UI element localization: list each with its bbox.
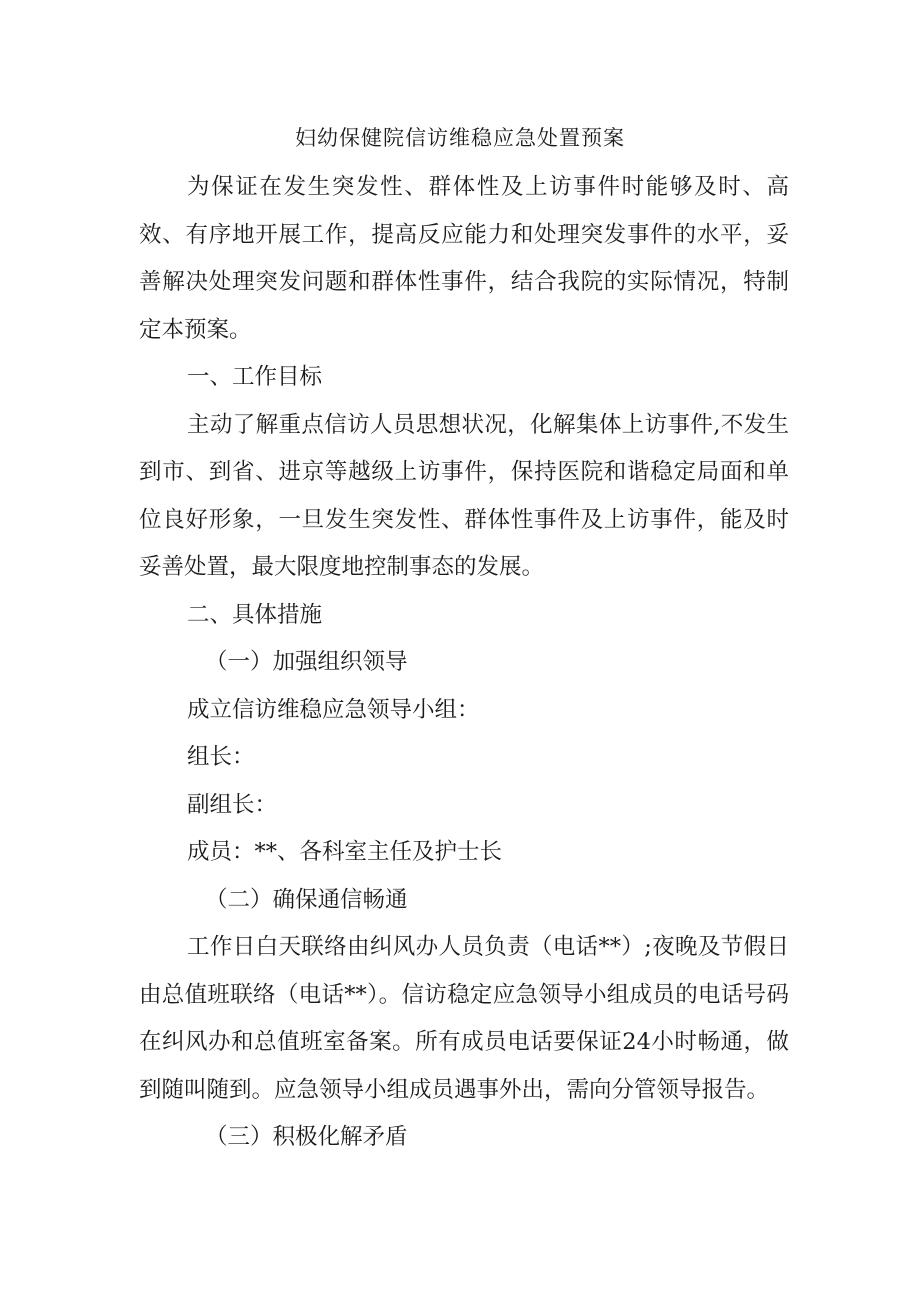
group-leader-line: 组长：: [187, 744, 255, 770]
goals-paragraph: 主动了解重点信访人员思想状况，化解集体上访事件,不发生到市、到省、进京等越级上访事件，保持医院和谐稳定局面和单位良好形象，一旦发生突发性、群体性事件及上访事件，能及时妥善处置，最大限度地控制事态的发展。: [139, 411, 789, 580]
section-heading-goals: 一、工作目标: [187, 364, 323, 390]
communication-paragraph: 工作日白天联络由纠风办人员负责（电话**）;夜晚及节假日由总值班联络（电话**）。信访稳定应急领导小组成员的电话号码在纠风办和总值班室备案。所有成员电话要保证24小时畅通，做到随叫随到。应急领导小组成员遇事外出，需向分管领导报告。: [139, 934, 789, 1103]
section-heading-measures: 二、具体措施: [187, 601, 323, 628]
leadership-group-line: 成立信访维稳应急领导小组：: [187, 696, 480, 723]
subsection-heading-resolve: （三）积极化解矛盾: [205, 1124, 408, 1150]
document-body: [139, 164, 789, 1162]
deputy-leader-line: 副组长：: [187, 791, 278, 818]
subsection-heading-communication: （二）确保通信畅通: [205, 886, 408, 913]
intro-paragraph: 为保证在发生突发性、群体性及上访事件时能够及时、高效、有序地开展工作，提高反应能力和处理突发事件的水平，妥善解决处理突发问题和群体性事件，结合我院的实际情况，特制定本预案。: [139, 174, 789, 343]
subsection-heading-leadership: （一）加强组织领导: [205, 649, 408, 675]
document-title: 妇幼保健院信访维稳应急处置预案: [295, 126, 625, 150]
members-line: 成员：**、各科室主任及护士长: [187, 839, 503, 865]
